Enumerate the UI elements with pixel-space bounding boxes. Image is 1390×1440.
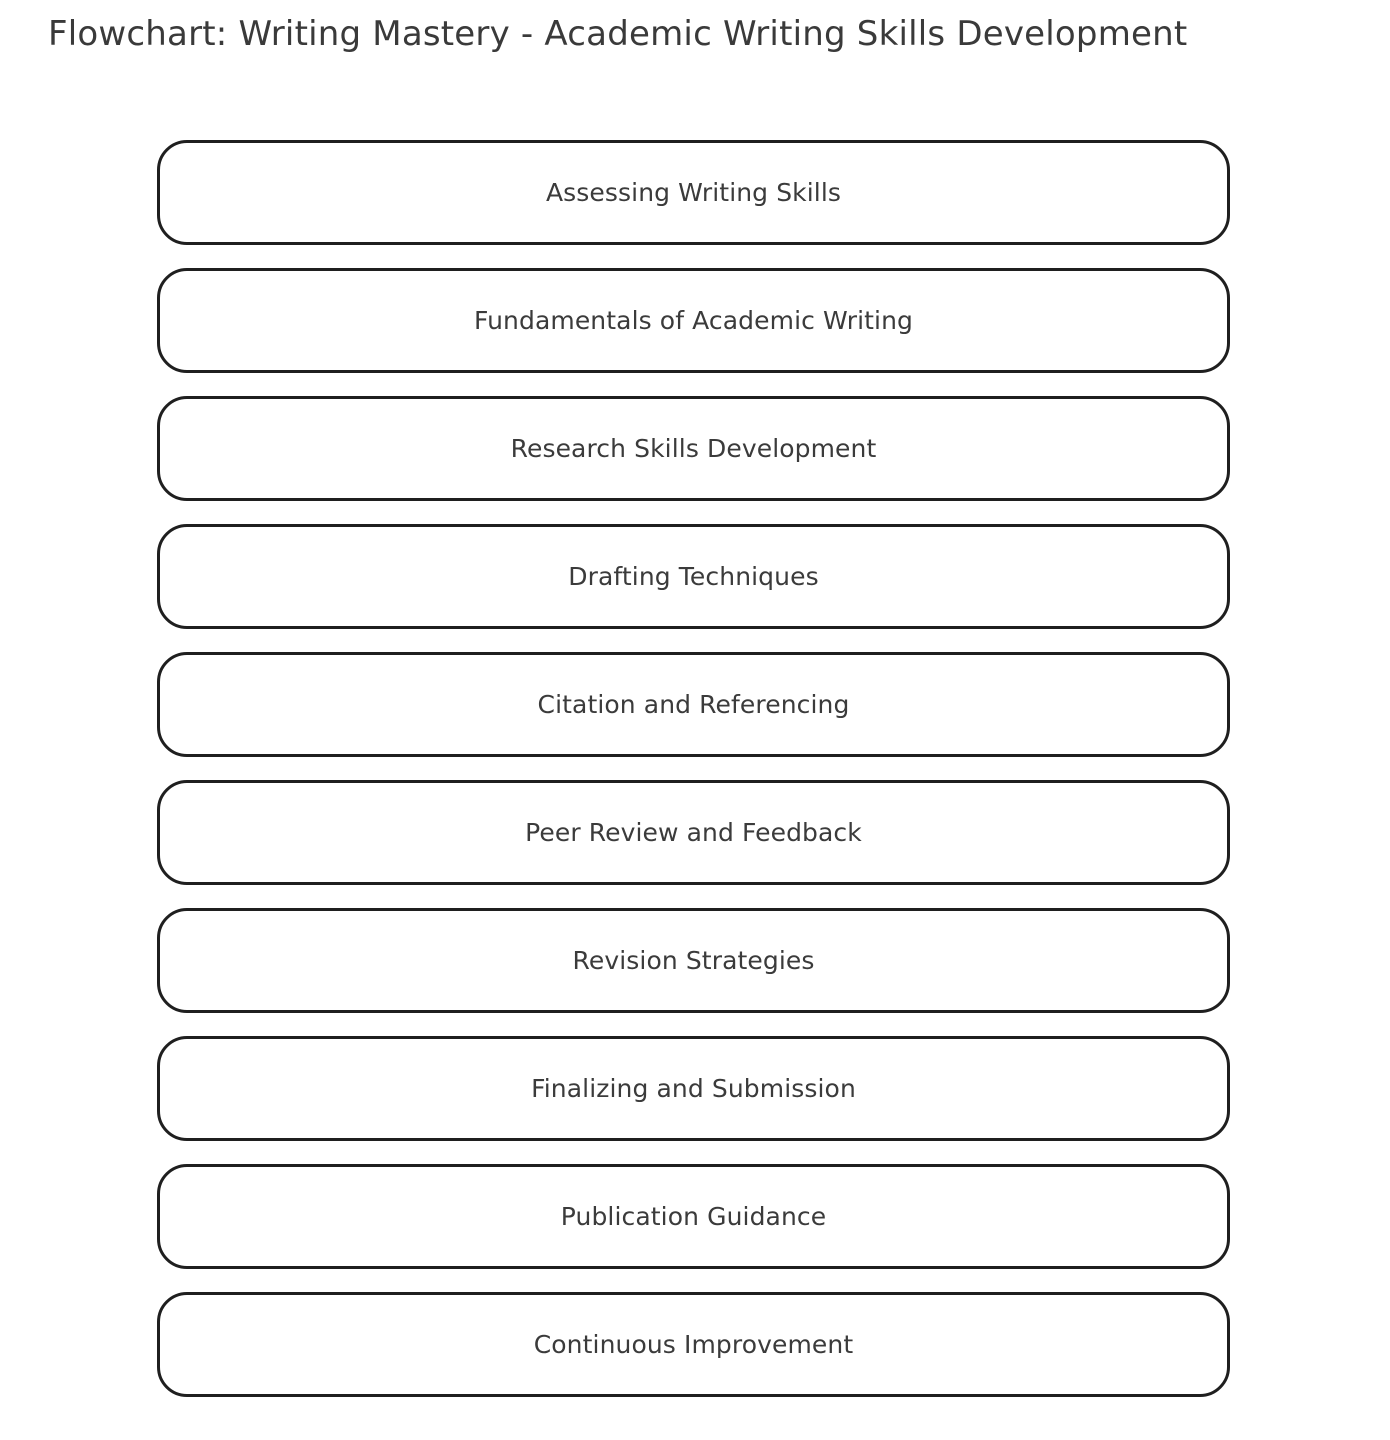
flow-node-revision-strategies[interactable]	[157, 908, 1230, 1013]
flow-node-label: Drafting Techniques	[568, 561, 819, 591]
flow-node-label: Citation and Referencing	[537, 689, 850, 719]
flow-node-publication-guidance[interactable]	[157, 1164, 1230, 1269]
flow-node-label: Peer Review and Feedback	[525, 817, 862, 847]
flow-node-citation-and-referencing[interactable]	[157, 652, 1230, 757]
flow-node-label: Research Skills Development	[510, 433, 877, 463]
flow-node-label: Continuous Improvement	[533, 1329, 854, 1359]
flow-node-label: Fundamentals of Academic Writing	[473, 305, 913, 335]
flow-node-peer-review-and-feedback[interactable]	[157, 780, 1230, 885]
flow-node-label: Finalizing and Submission	[531, 1073, 856, 1103]
flow-node-label: Assessing Writing Skills	[545, 177, 842, 207]
flow-node-label: Revision Strategies	[572, 945, 815, 975]
flow-node-fundamentals-of-academic-writing[interactable]	[157, 268, 1230, 373]
flow-node-continuous-improvement[interactable]	[157, 1292, 1230, 1397]
flowchart	[157, 140, 1230, 1397]
flow-node-drafting-techniques[interactable]	[157, 524, 1230, 629]
flow-node-research-skills-development[interactable]	[157, 396, 1230, 501]
flow-node-label: Publication Guidance	[560, 1201, 827, 1231]
flow-node-finalizing-and-submission[interactable]	[157, 1036, 1230, 1141]
page-title: Flowchart: Writing Mastery - Academic Writing Skills Development	[48, 14, 1188, 54]
flow-node-assessing-writing-skills[interactable]	[157, 140, 1230, 245]
